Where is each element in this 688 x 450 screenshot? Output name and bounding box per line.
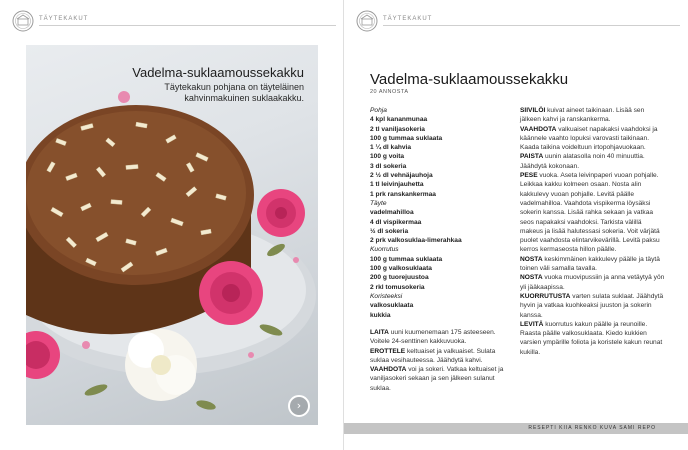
instruction-step-lead: LEVITÄ <box>520 320 544 328</box>
ingredient-section-heading: Täyte <box>370 199 387 207</box>
ingredient-item: 200 g tuorejuustoa <box>370 274 429 282</box>
instruction-step <box>520 171 665 255</box>
magazine-logo-icon <box>12 10 34 32</box>
instruction-step-text: keltuaiset ja valkuaiset. Sulata suklaa vesihauteessa. Jäähdytä kahvi. <box>370 347 496 364</box>
ingredient-item: 100 g voita <box>370 153 405 161</box>
ingredient-item: 2 prk valkosuklaa-limerahkaa <box>370 237 462 245</box>
instruction-step-text: valkuaiset napakaksi vaahdoksi ja käännele vaahto lopuksi varovasti taikinaan. Kaada taikina voideltuun irtopohjavuokaan. <box>520 125 658 152</box>
ingredient-item: 100 g tummaa suklaata <box>370 255 443 263</box>
instruction-step-text: keskimmäinen kakkulevy päälle ja täytä toinen väli samalla tavalla. <box>520 255 660 273</box>
left-page-header <box>12 10 336 32</box>
ingredient-item: vadelmahilloa <box>370 209 414 217</box>
instruction-step-lead: VAAHDOTA <box>370 366 407 374</box>
section-label: TÄYTEKAKUT <box>39 16 89 22</box>
instruction-step-text: uuni kuumenemaan 175 asteeseen. Voitele 24-senttinen kakkuvuoka. <box>370 329 496 346</box>
ingredient-list <box>370 106 510 320</box>
photo-title: Vadelma-suklaamoussekakku <box>132 65 304 80</box>
right-page <box>344 0 688 450</box>
ingredient-item: 100 g tummaa suklaata <box>370 134 443 142</box>
recipe-title: Vadelma-suklaamoussekakku <box>370 71 569 88</box>
instruction-step-lead: PESE <box>520 172 538 180</box>
instruction-step <box>520 106 665 125</box>
instruction-step-lead: EROTTELE <box>370 347 406 355</box>
ingredient-item: 2 rkl tomusokeria <box>370 283 425 291</box>
right-page-header <box>356 10 680 32</box>
instructions-column-1 <box>370 328 510 393</box>
instruction-step-text: vuoka. Aseta leivinpaperi vuoan pohjalle. Leikkaa kakku kolmeen osaan. Nosta alin kakkulevy vuoan pohjalle. Levitä päälle vadelmahilloa. Vaahdota vispikerma löysäksi sokerin kanssa. Lisää rahka sekaan ja vatkaa seos napakaksi vaahdoksi. Tarkista välillä makeus ja lisää halutessasi sokeria. Voit värjätä puolet vaahdosta elintarvikevärillä. Levitä paksu kerros kermaseosta hillon päälle. <box>520 172 660 254</box>
instruction-step-lead: PAISTA <box>520 153 544 161</box>
ingredient-item: kukkia <box>370 311 391 319</box>
section-label: TÄYTEKAKUT <box>383 16 433 22</box>
instruction-step <box>370 328 510 347</box>
rose-icon <box>257 189 305 237</box>
instruction-step-lead: KUORRUTUSTA <box>520 292 571 300</box>
credits-text: RESEPTI KIIA RENKO KUVA SAMI REPO <box>528 425 656 431</box>
instruction-step-text: kuivat aineet taikinaan. Lisää sen jälkeen kahvi ja ranskankerma. <box>520 107 645 124</box>
instruction-step-lead: NOSTA <box>520 274 543 282</box>
instruction-step-lead: NOSTA <box>520 255 543 263</box>
ingredient-item: ½ dl sokeria <box>370 227 409 235</box>
ingredient-item: valkosuklaata <box>370 302 414 310</box>
ingredient-item: 2 ½ dl vehnäjauhoja <box>370 172 433 180</box>
ingredient-section-heading: Pohja <box>370 107 387 114</box>
ingredient-section-heading: Koristeeksi <box>370 292 403 300</box>
instruction-step <box>370 347 510 366</box>
instruction-step-text: voi ja sokeri. Vatkaa keltuaiset ja vaniljasokeri sekaan ja sen jälkeen sulanut suklaa. <box>370 366 504 392</box>
instructions-column-2 <box>520 106 665 357</box>
ingredient-item: 4 kpl kananmunaa <box>370 116 428 124</box>
magazine-logo-icon <box>356 10 378 32</box>
instruction-step <box>520 273 665 292</box>
next-page-button[interactable] <box>288 395 310 417</box>
ingredient-item: 100 g valkosuklaata <box>370 265 432 273</box>
instruction-step <box>520 125 665 153</box>
ingredient-item: 2 tl vaniljasokeria <box>370 125 425 133</box>
instruction-step <box>520 255 665 274</box>
instruction-step-lead: SIIVILÖI <box>520 107 546 114</box>
instruction-step-text: varten sulata suklaat. Jäähdytä hyvin ja vatkaa kuohkeaksi juuston ja sokerin kanssa. <box>520 292 664 319</box>
photo-subtitle: Täytekakun pohjana on täyteläinen kahvinmakuinen suklaakakku. <box>164 82 304 103</box>
ingredient-item: 1 ¼ dl kahvia <box>370 144 412 152</box>
instruction-step <box>520 320 665 357</box>
cake-photo <box>26 45 318 425</box>
instruction-step-text: uunin alatasolla noin 40 minuuttia. Jäähdytä kokonaan. <box>520 153 645 170</box>
ingredient-item: 3 dl sokeria <box>370 162 407 170</box>
instruction-step-text: vuoka muovipussiin ja anna vetäytyä yön yli jääkaapissa. <box>520 274 665 291</box>
instruction-step-lead: LAITA <box>370 329 389 336</box>
ingredient-item: 1 prk ranskankermaa <box>370 190 436 198</box>
instruction-step-text: kuorrutus kakun päälle ja reunoille. Raasta päälle valkosuklaata. Kiedo kukkien varsien ympärille foliota ja koristele kakun reunat kukilla. <box>520 320 663 356</box>
ingredient-section-heading: Kuorrutus <box>370 246 399 254</box>
instruction-step <box>520 292 665 320</box>
chevron-right-icon: › <box>296 399 302 412</box>
instruction-step-lead: VAAHDOTA <box>520 125 557 133</box>
header-rule <box>383 25 680 26</box>
ingredient-item: 1 tl leivinjauhetta <box>370 181 424 189</box>
recipe-servings: 20 ANNOSTA <box>370 89 409 95</box>
ingredient-item: 4 dl vispikermaa <box>370 218 422 226</box>
instruction-step <box>370 365 510 393</box>
header-rule <box>39 25 336 26</box>
instruction-step <box>520 152 665 171</box>
credits-bar <box>344 423 688 434</box>
